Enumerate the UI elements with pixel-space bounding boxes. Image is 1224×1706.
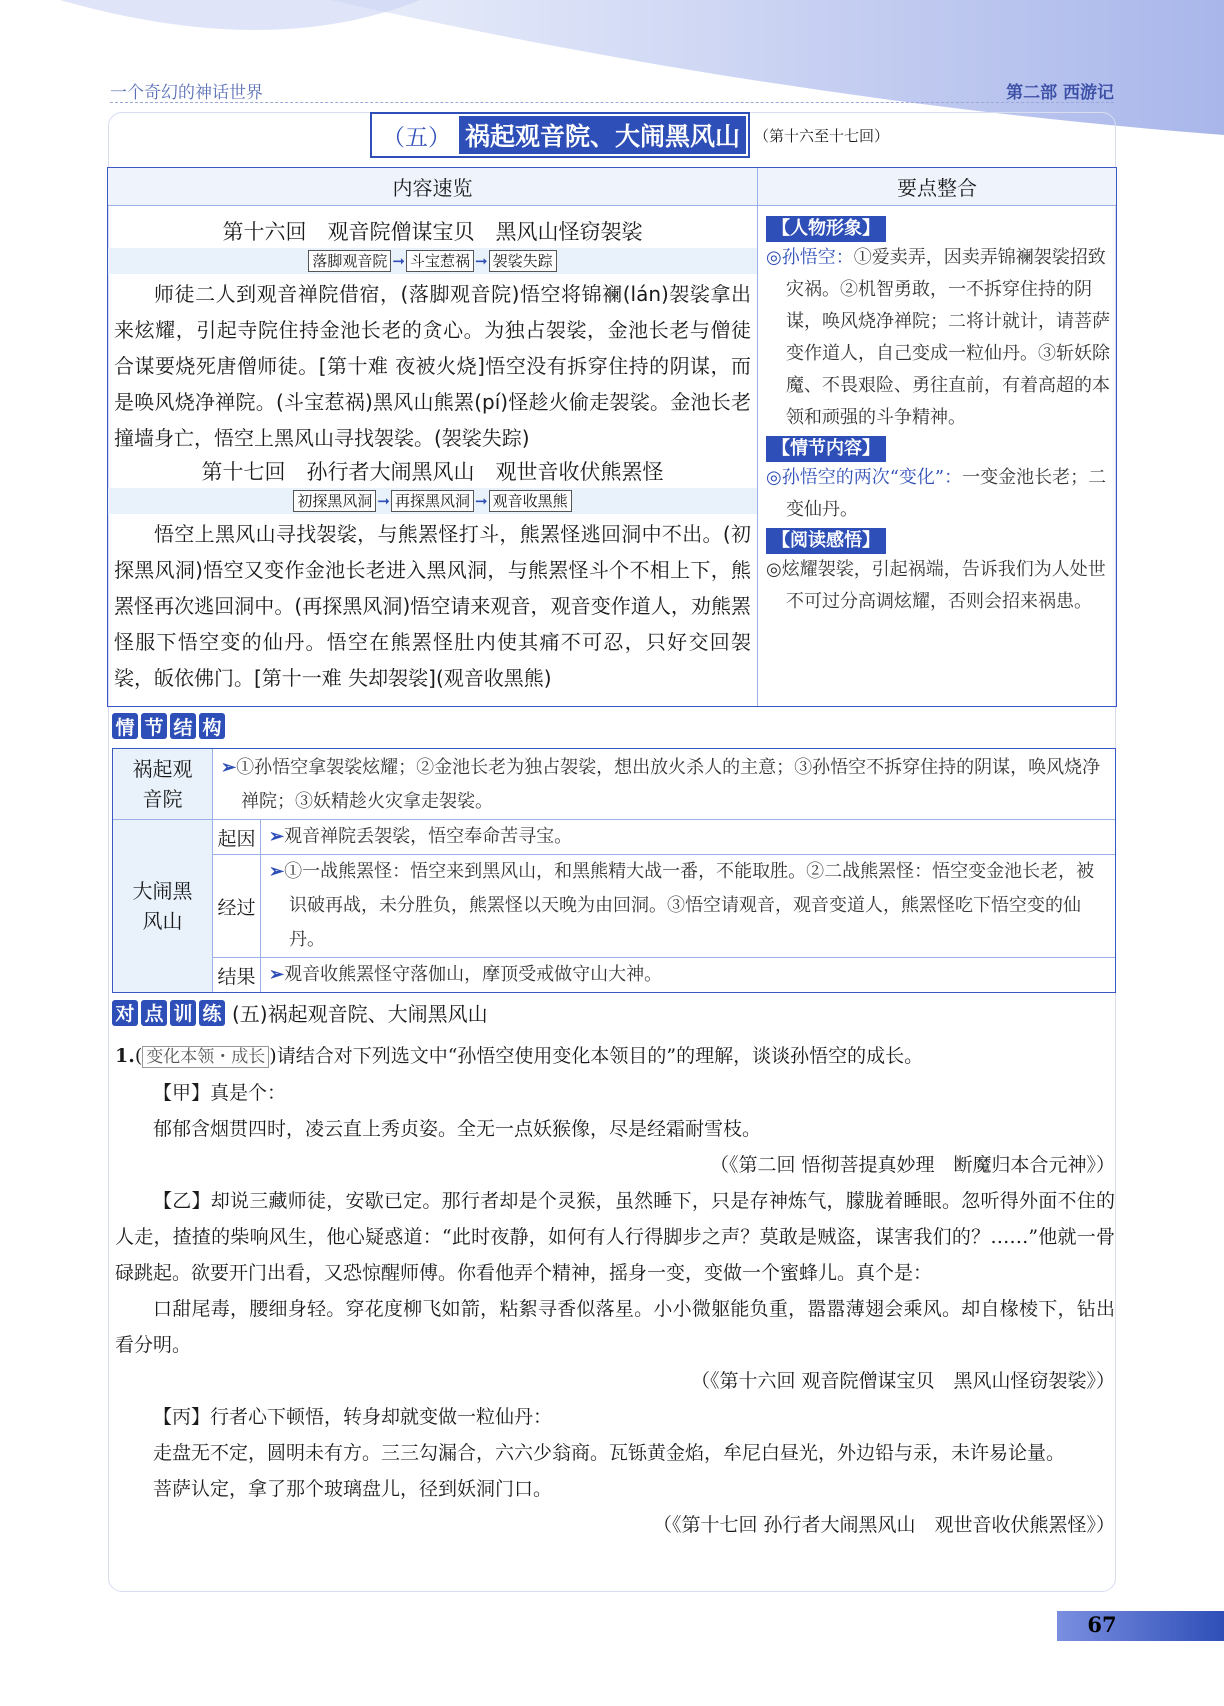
header-left-title: 一个奇幻的神话世界 bbox=[110, 83, 263, 103]
flow-step: 再探黑风洞 bbox=[391, 490, 474, 512]
plot-structure-table bbox=[112, 748, 1116, 993]
section-number: （五） bbox=[382, 124, 451, 151]
result-text: ➢观音收熊罴怪守落伽山，摩顶受戒做守山大神。 bbox=[269, 964, 663, 985]
chapter16-summary: 师徒二人到观音禅院借宿，(落脚观音院)悟空将锦襕(lán)袈裟拿出来炫耀，引起寺院住持金池长老的贪心。为独占袈裟，金池长老与僧徒合谋要烧死唐僧师徒。[第十难 夜被火烧]悟空没有拆穿住持的阴谋，而是唤风烧净禅院。(斗宝惹祸)黑风山熊罴(pí)怪趁火偷走袈裟。金池长老撞墙身亡，悟空上黑风山寻找袈裟。(袈裟失踪) bbox=[114, 282, 751, 450]
section-range: （第十六至十七回） bbox=[754, 126, 890, 145]
excerpt-c-poem: 走盘无不定，圆明未有方。三三勾漏合，六六少翁商。瓦铄黄金焰，牟尼白昼光，外边铅与汞，未许易论量。 bbox=[153, 1442, 1066, 1464]
excerpt-c-text: 菩萨认定，拿了那个玻璃盘儿，径到妖洞门口。 bbox=[153, 1478, 553, 1500]
keypoints-column bbox=[758, 206, 1116, 706]
flow-step: 初探黑风洞 bbox=[293, 490, 376, 512]
section-title bbox=[370, 115, 889, 155]
excerpt-a-source: （《第二回 悟彻菩提真妙理 断魔归本合元神》） bbox=[709, 1154, 1115, 1176]
point-character: ◎孙悟空：①爱卖弄，因卖弄锦襕袈裟招致灾祸。②机智勇敢，一不拆穿住持的阴谋，唤风烧净禅院；二将计就计，请菩萨变作道人，自己变成一粒仙丹。③斩妖除魔、不畏艰险、勇往直前，有着高超的本领和顽强的斗争精神。 bbox=[766, 247, 1110, 428]
excerpt-c-intro: 【丙】行者心下顿悟，转身却就变做一粒仙丹： bbox=[153, 1406, 553, 1428]
flow-step: 落脚观音院 bbox=[308, 250, 391, 272]
overview-column bbox=[108, 206, 758, 706]
cause-label: 起因 bbox=[213, 820, 261, 854]
result-label: 结果 bbox=[213, 958, 261, 992]
process-label: 经过 bbox=[213, 855, 261, 957]
point-plot: ◎孙悟空的两次“变化”：一变金池长老；二变仙丹。 bbox=[766, 467, 1107, 520]
question-label: 变化本领・成长 bbox=[142, 1046, 269, 1068]
summary-table bbox=[107, 167, 1117, 707]
excerpt-c-source: （《第十七回 孙行者大闹黑风山 观世音收伏熊罴怪》） bbox=[652, 1514, 1115, 1536]
section-name: 祸起观音院、大闹黑风山 bbox=[459, 116, 746, 154]
chapter16-title: 第十六回 观音院僧谋宝贝 黑风山怪窃袈裟 bbox=[222, 220, 643, 244]
tag-reflection: 【阅读感悟】 bbox=[766, 528, 886, 554]
training-title: (五)祸起观音院、大闹黑风山 bbox=[232, 1002, 488, 1026]
tag-character: 【人物形象】 bbox=[766, 216, 886, 242]
chapter17-flow: 初探黑风洞 ➞ 再探黑风洞 ➞ 观音收黑熊 bbox=[108, 488, 757, 514]
excerpt-b-poem: 口甜尾毒，腰细身轻。穿花度柳飞如箭，粘絮寻香似落星。小小微躯能负重，嚣嚣薄翅会乘风。却自椽棱下，钻出看分明。 bbox=[115, 1298, 1115, 1356]
header-divider bbox=[110, 102, 1114, 103]
flow-step: 观音收黑熊 bbox=[489, 490, 572, 512]
question-1 bbox=[115, 1038, 1115, 1543]
tag-plot: 【情节内容】 bbox=[766, 436, 886, 462]
header-right-title: 第二部 西游记 bbox=[1006, 83, 1114, 103]
excerpt-b-source: （《第十六回 观音院僧谋宝贝 黑风山怪窃袈裟》） bbox=[690, 1370, 1115, 1392]
excerpt-a-intro: 【甲】真是个： bbox=[153, 1082, 287, 1104]
cause-text: ➢观音禅院丢袈裟，悟空奉命苦寻宝。 bbox=[269, 826, 573, 847]
training-header: 对 点 训 练 (五)祸起观音院、大闹黑风山 bbox=[112, 998, 488, 1027]
chapter16-flow: 落脚观音院 ➞ 斗宝惹祸 ➞ 袈裟失踪 bbox=[108, 248, 757, 274]
row1-text: ➢①孙悟空拿袈裟炫耀；②金池长老为独占袈裟，想出放火杀人的主意；③孙悟空不拆穿住持的阴谋，唤风烧净禅院；③妖精趁火灾拿走袈裟。 bbox=[221, 757, 1101, 812]
point-reflection: ◎炫耀袈裟，引起祸端，告诉我们为人处世不可过分高调炫耀，否则会招来祸患。 bbox=[766, 559, 1106, 612]
plot-structure-badge: 情 节 结 构 bbox=[112, 713, 225, 739]
col-overview: 内容速览 bbox=[108, 168, 758, 205]
flow-step: 袈裟失踪 bbox=[489, 250, 557, 272]
flow-step: 斗宝惹祸 bbox=[406, 250, 474, 272]
row1-label: 祸起观音院 bbox=[113, 749, 213, 819]
excerpt-a-poem: 郁郁含烟贯四时，凌云直上秀贞姿。全无一点妖猴像，尽是经霜耐雪枝。 bbox=[153, 1118, 762, 1140]
page-number: 67 bbox=[1087, 1612, 1117, 1637]
process-text: ➢①一战熊罴怪：悟空来到黑风山，和黑熊精大战一番，不能取胜。②二战熊罴怪：悟空变金池长老，被识破再战，未分胜负，熊罴怪以天晚为由回洞。③悟空请观音，观音变道人，熊罴怪吃下悟空变的仙丹。 bbox=[269, 861, 1095, 950]
question-stem: 1.( 变化本领・成长 )请结合对下列选文中“孙悟空使用变化本领目的”的理解，谈谈孙悟空的成长。 bbox=[115, 1045, 924, 1067]
col-keypoints: 要点整合 bbox=[897, 176, 977, 200]
chapter17-title: 第十七回 孙行者大闹黑风山 观世音收伏熊罴怪 bbox=[201, 460, 664, 484]
chapter17-summary: 悟空上黑风山寻找袈裟，与熊罴怪打斗，熊罴怪逃回洞中不出。(初探黑风洞)悟空又变作金池长老进入黑风洞，与熊罴怪斗个不相上下，熊罴怪再次逃回洞中。(再探黑风洞)悟空请来观音，观音变作道人，劝熊罴怪服下悟空变的仙丹。悟空在熊罴怪肚内使其痛不可忍，只好交回袈裟，皈依佛门。[第十一难 失却袈裟](观音收黑熊) bbox=[114, 522, 751, 690]
excerpt-b-text: 【乙】却说三藏师徒，安歇已定。那行者却是个灵猴，虽然睡下，只是存神炼气，朦胧着睡眼。忽听得外面不住的人走，揸揸的柴响风生，他心疑惑道：“此时夜静，如何有人行得脚步之声？莫敢是贼盗，谋害我们的？……”他就一骨碌跳起。欲要开门出看，又恐惊醒师傅。你看他弄个精神，摇身一变，变做一个蜜蜂儿。真个是： bbox=[115, 1190, 1115, 1284]
row2-label: 大闹黑风山 bbox=[113, 820, 213, 992]
